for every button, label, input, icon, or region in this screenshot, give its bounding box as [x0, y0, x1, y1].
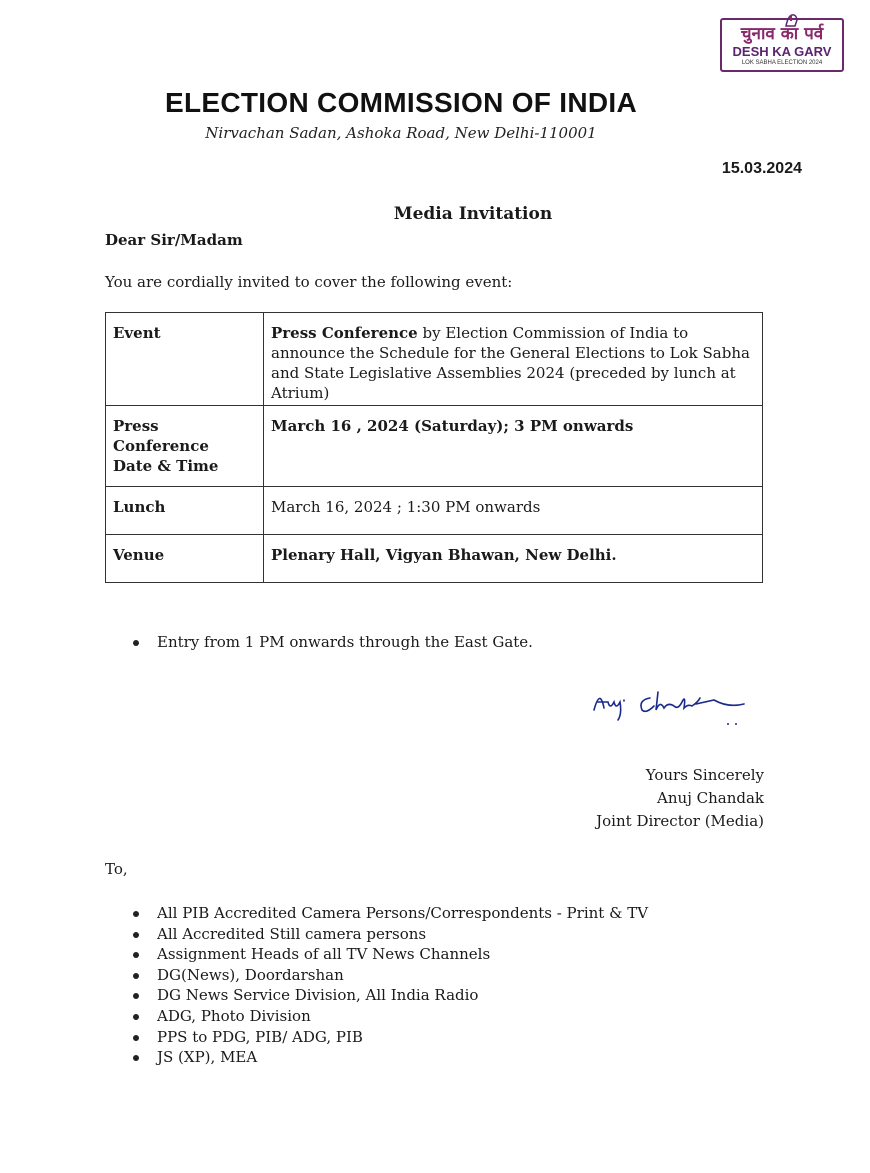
list-item [133, 903, 648, 924]
bullet-icon [133, 640, 139, 646]
handwritten-signature [588, 680, 758, 730]
recipient: Assignment Heads of all TV News Channels [157, 945, 491, 964]
document-date: 15.03.2024 [721, 160, 802, 177]
organization-address: Nirvachan Sadan, Ashoka Road, New Delhi-110001 [205, 124, 597, 142]
bullet-icon [133, 952, 139, 958]
press-conference-label [106, 406, 264, 487]
press-label-line-1: Press [113, 417, 159, 435]
list-item [133, 1027, 648, 1048]
recipient: PPS to PDG, PIB/ ADG, PIB [157, 1027, 363, 1046]
list-item [133, 985, 648, 1006]
press-label-line-2: Conference [113, 437, 209, 455]
entry-note: Entry from 1 PM onwards through the East Gate. [157, 633, 533, 651]
salutation: Dear Sir/Madam [105, 231, 243, 249]
bullet-icon [133, 1014, 139, 1020]
list-item [133, 965, 648, 986]
logo-hindi-text: चुनाव का पर्व [740, 24, 824, 44]
recipient: DG News Service Division, All India Radio [157, 986, 479, 1005]
event-value-bold: Press Conference [271, 324, 418, 342]
document-title: Media Invitation [393, 204, 553, 224]
list-item [133, 632, 533, 653]
recipient: All Accredited Still camera persons [157, 924, 427, 943]
event-label: Event [106, 313, 264, 406]
logo-subtitle: LOK SABHA ELECTION 2024 [741, 60, 823, 66]
table-row-lunch [106, 487, 763, 535]
event-value [264, 313, 763, 406]
logo-english-text: DESH KA GARV [732, 44, 832, 59]
table-row-event [106, 313, 763, 406]
recipient: All PIB Accredited Camera Persons/Correspondents - Print & TV [157, 904, 649, 922]
closing-block [596, 764, 764, 833]
bullet-icon [133, 932, 139, 938]
signatory-designation: Joint Director (Media) [596, 812, 764, 830]
list-item [133, 1006, 648, 1027]
press-label-line-3: Date & Time [113, 457, 219, 475]
bullet-icon [133, 1035, 139, 1041]
recipient: ADG, Photo Division [157, 1006, 311, 1025]
list-item [133, 924, 648, 945]
lunch-value: March 16, 2024 ; 1:30 PM onwards [264, 487, 763, 535]
venue-label: Venue [106, 535, 264, 583]
entry-note-list [133, 632, 533, 653]
table-row-venue [106, 535, 763, 583]
campaign-logo [720, 18, 844, 72]
bullet-icon [133, 973, 139, 979]
table-row-press-conference [106, 406, 763, 487]
recipient: JS (XP), MEA [157, 1048, 258, 1067]
lunch-label: Lunch [106, 487, 264, 535]
bullet-icon [133, 1055, 139, 1061]
intro-text: You are cordially invited to cover the following event: [105, 273, 513, 291]
inked-finger-icon [782, 12, 802, 30]
press-conference-value: March 16 , 2024 (Saturday); 3 PM onwards [264, 406, 763, 487]
list-item [133, 944, 648, 965]
event-value-rest: by Election Commission of India to announce the Schedule for the General Elections to Lok Sabha and State Legislative Assemblies 2024 (preceded by lunch at Atrium) [271, 324, 750, 402]
closing-line: Yours Sincerely [645, 766, 764, 784]
list-item [133, 1047, 648, 1068]
signatory-name: Anuj Chandak [657, 789, 764, 807]
event-details-table [105, 312, 763, 583]
recipients-list [133, 903, 648, 1068]
venue-value: Plenary Hall, Vigyan Bhawan, New Delhi. [264, 535, 763, 583]
recipient: DG(News), Doordarshan [157, 965, 344, 984]
to-label: To, [105, 860, 128, 878]
bullet-icon [133, 993, 139, 999]
bullet-icon [133, 911, 139, 917]
organization-title: ELECTION COMMISSION OF INDIA [165, 87, 637, 118]
